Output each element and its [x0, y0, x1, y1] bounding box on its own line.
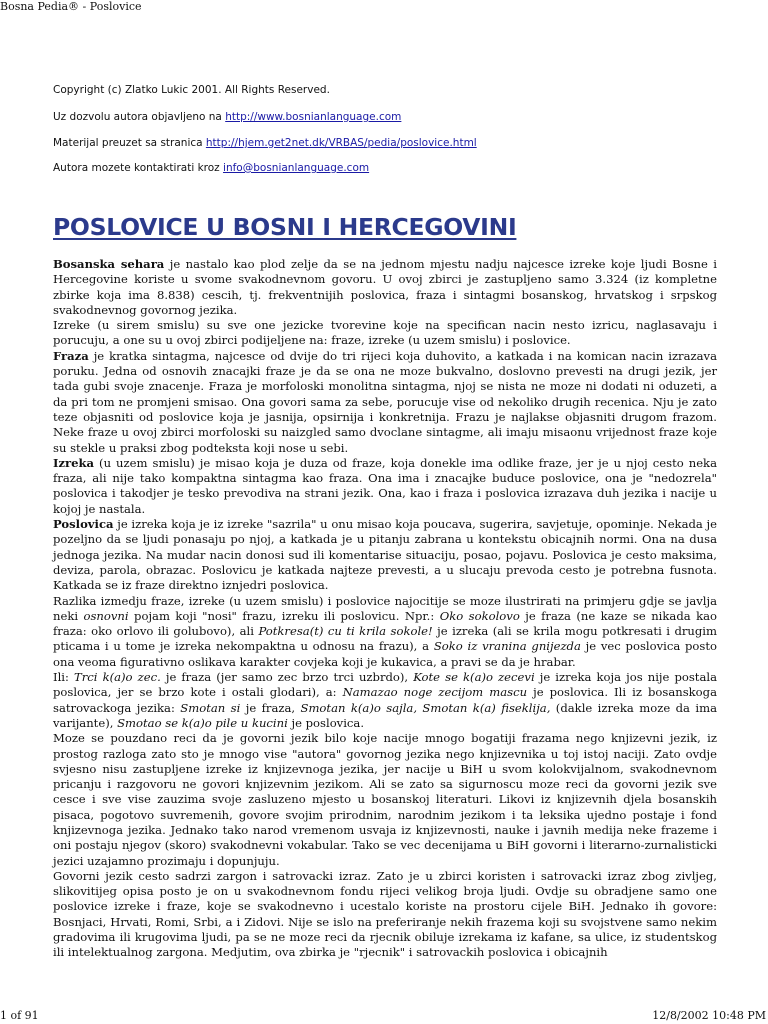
- italic-run: Smotan si: [180, 700, 241, 715]
- print-timestamp: 12/8/2002 10:48 PM: [652, 1009, 766, 1022]
- copyright-line: Copyright (c) Zlatko Lukic 2001. All Rights Reserved.: [53, 84, 330, 96]
- source-page-link[interactable]: http://hjem.get2net.dk/VRBAS/pedia/poslovice.html: [205, 137, 477, 149]
- text-run: je izreka (ali se krila mogu potkresati i drugim pticama i u tome je izreka nekompaktna u odnosu na frazu), a: [53, 624, 718, 654]
- page-title: POSLOVICE U BOSNI I HERCEGOVINI: [53, 213, 517, 241]
- italic-run: Namazao noge zecijom mascu: [342, 685, 528, 700]
- contact-line: [53, 161, 733, 175]
- source-line: [53, 136, 733, 150]
- term-fraza: Fraza: [53, 348, 89, 363]
- paragraph-text: je kratka sintagma, najcesce od dvije do tri rijeci koja duhovito, a katkada i na komican nacin izrazava poruku. Jedna od osnovih znacajki fraze je da se ona ne moze bukvalno, doslovno prevesti na drugi jezik, jer tada gubi svoje znacenje. Fraza je morfoloski monolitna sintagma, njoj se nista ne moze ni dodati ni oduzeti, a da pri tom ne promjeni smisao. Ona govori sama za sebe, porucuje vise od nekoliko drugih recenica. Nju je zato teze objasniti od poslovice koja je jasnija, opsirnija i konkretnija. Frazu je najlakse objasniti drugom frazom. Neke fraze u ovoj zbirci morfoloski su naizgled samo dvoclane sintagme, ali imaju misaonu vrijednost fraze koje su stekle u praksi zbog podteksta koji nose u sebi.: [53, 348, 717, 455]
- term-poslovica: Poslovica: [53, 517, 114, 532]
- article-body: [53, 257, 717, 961]
- italic-run: Smotan k(a)o sajla, Smotan k(a) fiseklija,: [300, 700, 551, 715]
- text-run: Ili:: [53, 670, 74, 685]
- bosnianlanguage-link[interactable]: http://www.bosnianlanguage.com: [225, 111, 402, 123]
- italic-run: osnovni: [83, 608, 129, 623]
- paragraph-govorni-jezik: Moze se pouzdano reci da je govorni jezik bilo koje nacije mnogo bogatiji frazama nego knjizevni jezik, iz prostog razloga zato sto je mnogo vise "autora" govornog jezika nego knjizevnika u toj istoj naciji. Zato ovdje svjesno nisu zastupljene izreke iz knjizevnoga jezika, jer nacije u BiH u svom kolokvijalnom, svakodnevnom pricanju i razgovoru ne govori knjizevnim jezikom. Ali se zato sa sigurnoscu moze reci da govorni jezik sve cesce i sve vise zauzima svoje zasluzeno mjesto u bosanskoj literaturi. Likovi iz knjizevnih djela bosanskih pisaca, pogotovo suvremenih, govore svojim prirodnim, narodnim jezikom i ta leksika ujedno postaje i fond knjizevnoga jezika. Jednako tako narod vremenom usvaja iz knjizevnosti, nauke i javnih medija neke frazeme i oni postaju njegov (skoro) svakodnevni vokabular. Tako se vec decenijama u BiH govorni i literarno-zurnalisticki jezici uzajamno prozimaju i dopunjuju.: [53, 731, 717, 868]
- term-bosanska-sehara: Bosanska sehara: [53, 257, 165, 271]
- paragraph-text: je izreka koja je iz izreke "sazrila" u onu misao koja poucava, sugerira, savjetuje, opominje. Nekada je pozeljno da se ljudi ponasaju po njoj, a katkada je u pitanju zabrana u kontekstu obicajnih normi. Ona na dusa jednoga jezika. Na mudar nacin donosi sud ili komentarise situaciju, posao, pojavu. Poslovica je cesto maksima, deviza, parola, obrazac. Poslovicu je katkada najteze prevesti, a u slucaju prevoda cesto je potrebna fusnota. Katkada se iz fraze direktno iznjedri poslovica.: [53, 517, 717, 593]
- paragraph-fraza: [53, 349, 717, 456]
- italic-run: Soko iz vranina gnijezda: [433, 639, 581, 654]
- paragraph-text: (u uzem smislu) je misao koja je duza od fraze, koja donekle ima odlike fraze, jer je u njoj cesto neka fraza, ali nije tako kompaktna sintagma kao fraza. Ona ima i znacajke buduce poslovice, ona je "nedozrela" poslovica i takodjer je tesko prevodiva na strani jezik. Ona, kao i fraza i poslovica izrazava duh jezika i nacije u kojoj je nastala.: [53, 455, 717, 516]
- paragraph-ili-examples: [53, 670, 717, 731]
- paragraph-izreke-definition: Izreke (u sirem smislu) su sve one jezicke tvorevine koje na specifican nacin nesto izricu, naglasavaju i porucuju, a one su u ovoj zbirci podijeljene na: fraze, izreke (u uzem smislu) i poslovice.: [53, 318, 717, 348]
- permission-line: [53, 110, 733, 124]
- italic-run: Trci k(a)o zec.: [74, 670, 161, 685]
- paragraph-sehara: [53, 257, 717, 318]
- term-izreka: Izreka: [53, 455, 95, 470]
- text-run: je izreka koja jos nije postala poslovica, jer se brzo kote i ostali glodari), a:: [53, 670, 717, 700]
- text-run: pojam koji "nosi" frazu, izreku ili poslovicu. Npr.:: [128, 608, 440, 623]
- window-title: Bosna Pedia® - Poslovice: [0, 0, 142, 13]
- text-run: je fraza (jer samo zec brzo trci uzbrdo),: [160, 670, 414, 685]
- text-run: je poslovica.: [287, 715, 365, 730]
- paragraph-razlika: [53, 594, 717, 670]
- text-run: (dakle izreka moze da ima varijante),: [53, 700, 717, 730]
- paragraph-zargon: Govorni jezik cesto sadrzi zargon i satrovacki izraz. Zato je u zbirci koristen i satrovacki izraz zbog zivljeg, slikovitijeg opisa posto je on u svakodnevnom fondu rijeci velikog broja ljudi. Ovdje su obradjene samo one poslovice izreke i fraze, koje se svakodnevno i ucestalo koriste na prostoru cijele BiH. Jednako ih govore: Bosnjaci, Hrvati, Romi, Srbi, a i Zidovi. Nije se islo na preferiranje nekih frazema koji su svojstvene samo nekim gradovima ili krugovima ljudi, pa se ne moze reci da rjecnik obiluje izrekama iz kafane, sa ulice, iz studentskog ili intelektualnog zargona. Medjutim, ova zbirka je "rjecnik" i satrovackih poslovica i obicajnih: [53, 868, 717, 960]
- italic-run: Smotao se k(a)o pile u kucini: [117, 715, 288, 730]
- contact-text: Autora mozete kontaktirati kroz: [53, 162, 224, 174]
- text-run: je poslovica. Ili iz bosanskoga satrovackoga jezika:: [53, 685, 717, 715]
- text-run: je fraza (ne kaze se nikada kao fraza: oko orlovo ili golubovo), ali: [53, 608, 718, 639]
- paragraph-poslovica: [53, 517, 717, 593]
- paragraph-text: je nastalo kao plod zelje da se na jednom mjestu nadju najcesce izreke koje ljudi Bosne i Hercegovine koriste u svome svakodnevnom govoru. U ovoj zbirci je zastupljeno samo 3.324 (iz kompletne zbirke koja ima 8.838) cescih, tj. frekventnijih poslovica, fraza i sintagmi bosanskog, hrvatskog i srpskog svakodnevnog govornog jezika.: [53, 257, 718, 317]
- italic-run: Oko sokolovo: [439, 608, 520, 623]
- source-text: Materijal preuzet sa stranica: [53, 137, 206, 149]
- page-counter: 1 of 91: [0, 1009, 39, 1022]
- permission-text: Uz dozvolu autora objavljeno na: [53, 111, 226, 123]
- text-run: je vec poslovica posto ona veoma figurativno oslikava karakter covjeka koji je kukavica, a pravi se da je hrabar.: [53, 639, 718, 669]
- italic-run: Kote se k(a)o zecevi: [413, 670, 535, 685]
- italic-run: Potkresa(t) cu ti krila sokole!: [258, 624, 433, 639]
- contact-email-link[interactable]: info@bosnianlanguage.com: [223, 162, 370, 174]
- text-run: je fraza,: [240, 700, 301, 715]
- text-run: Razlika izmedju fraze, izreke (u uzem smislu) i poslovice najocitije se moze ilustrirati na primjeru gdje se javlja neki: [53, 593, 717, 623]
- paragraph-izreka: [53, 456, 717, 517]
